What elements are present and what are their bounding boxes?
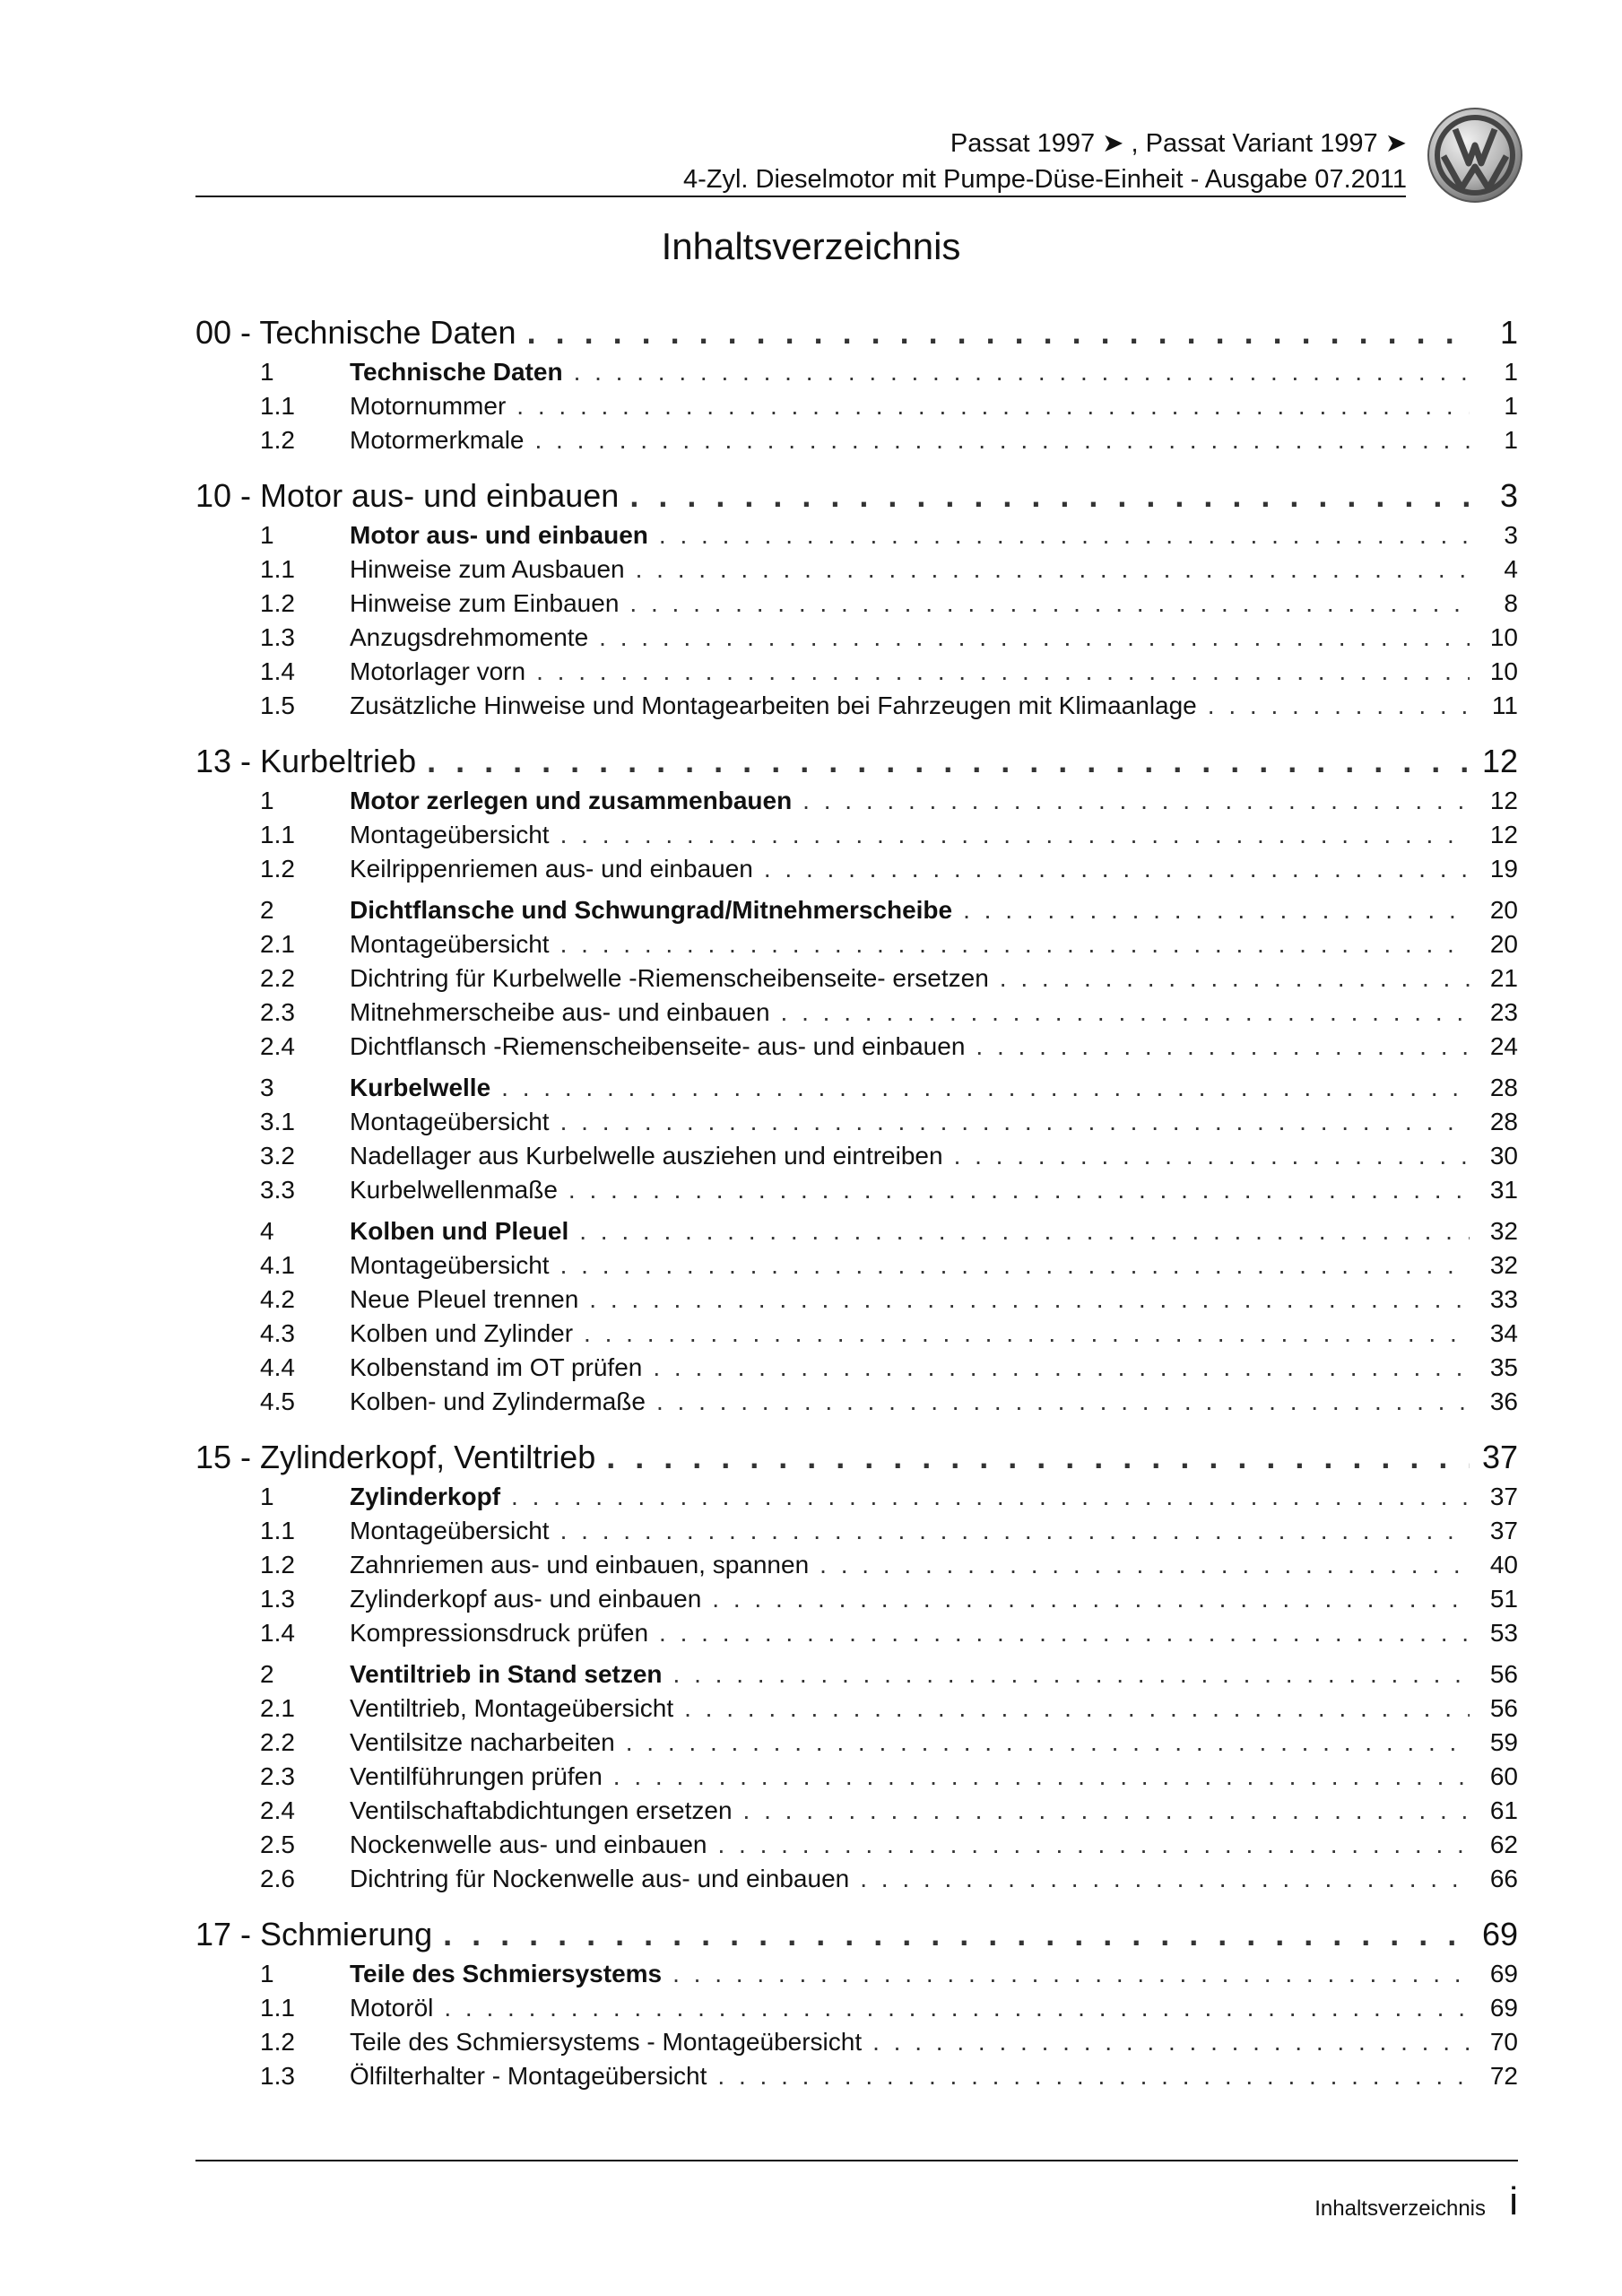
dot-leader: [629, 587, 1470, 621]
subsection-number: 4.2: [260, 1285, 295, 1313]
subsection-title: Anzugsdrehmomente: [350, 623, 589, 651]
subsection-entry[interactable]: [195, 1105, 1518, 1139]
page-number: 32: [1489, 1251, 1518, 1279]
dot-leader: [443, 1912, 1470, 1957]
subsection-number: 2.4: [260, 1796, 295, 1824]
dot-leader: [584, 1317, 1470, 1351]
subsection-title: Motorlager vorn: [350, 657, 526, 685]
page-number: 70: [1489, 2028, 1518, 2056]
section-title: Dichtflansche und Schwungrad/Mitnehmerscheibe: [350, 896, 953, 924]
page-number: 1: [1504, 392, 1518, 420]
page-number: 51: [1489, 1585, 1518, 1613]
section-number: 2: [260, 896, 274, 924]
section-title: Motor aus- und einbauen: [350, 521, 648, 549]
subsection-title: Teile des Schmiersystems - Montageübersicht: [350, 2028, 863, 2056]
page-number: 8: [1504, 589, 1518, 617]
subsection-entry[interactable]: [195, 1173, 1518, 1207]
page-number: 1: [1499, 314, 1518, 351]
page-number: 69: [1489, 1994, 1518, 2022]
dot-leader: [527, 310, 1470, 355]
subsection-title: Montageübersicht: [350, 1517, 550, 1544]
subsection-title: Dichtring für Nockenwelle aus- und einbauen: [350, 1865, 850, 1892]
subsection-number: 2.3: [260, 998, 295, 1026]
footer-label: Inhaltsverzeichnis: [1314, 2196, 1486, 2221]
dot-leader: [976, 1030, 1470, 1064]
subsection-number: 1.2: [260, 2028, 295, 2056]
subsection-entry[interactable]: [195, 961, 1518, 996]
page-number: 1: [1504, 358, 1518, 386]
page-number: 12: [1481, 743, 1518, 779]
page-number: 69: [1481, 1916, 1518, 1952]
chapter-title: 13 - Kurbeltrieb: [195, 743, 417, 779]
subsection-number: 2.4: [260, 1032, 295, 1060]
page-number: 37: [1489, 1483, 1518, 1510]
page-number: 40: [1489, 1551, 1518, 1578]
subsection-number: 4.3: [260, 1319, 295, 1347]
chapter-title: 15 - Zylinderkopf, Ventiltrieb: [195, 1439, 596, 1475]
subsection-title: Ventilsitze nacharbeiten: [350, 1728, 615, 1756]
subsection-entry[interactable]: [195, 2025, 1518, 2059]
dot-leader: [560, 927, 1470, 961]
subsection-number: 4.4: [260, 1353, 295, 1381]
subsection-title: Zylinderkopf aus- und einbauen: [350, 1585, 702, 1613]
page-number: 10: [1489, 657, 1518, 685]
subsection-entry[interactable]: [195, 1616, 1518, 1650]
dot-leader: [534, 423, 1470, 457]
dot-leader: [764, 852, 1470, 886]
subsection-entry[interactable]: [195, 927, 1518, 961]
subsection-number: 1.3: [260, 1585, 295, 1613]
subsection-number: 3.1: [260, 1108, 295, 1135]
subsection-title: Dichtring für Kurbelwelle -Riemenscheibenseite- ersetzen: [350, 964, 989, 992]
subsection-number: 1.1: [260, 821, 295, 848]
subsection-number: 1.5: [260, 691, 295, 719]
page-number: 56: [1489, 1694, 1518, 1722]
subsection-number: 4.5: [260, 1387, 295, 1415]
subsection-entry[interactable]: [195, 423, 1518, 457]
subsection-entry[interactable]: [195, 1385, 1518, 1419]
subsection-entry[interactable]: [195, 1794, 1518, 1828]
subsection-entry[interactable]: [195, 1991, 1518, 2025]
subsection-entry[interactable]: [195, 1283, 1518, 1317]
dot-leader: [560, 818, 1470, 852]
subsection-entry[interactable]: [195, 1582, 1518, 1616]
dot-leader: [613, 1760, 1470, 1794]
page-number: 21: [1489, 964, 1518, 992]
chapter-entry[interactable]: [195, 1435, 1518, 1480]
subsection-number: 3.3: [260, 1176, 295, 1204]
page-number: 34: [1489, 1319, 1518, 1347]
dot-leader: [599, 621, 1470, 655]
subsection-number: 1.1: [260, 1517, 295, 1544]
subsection-title: Motornummer: [350, 392, 507, 420]
subsection-entry[interactable]: [195, 1248, 1518, 1283]
subsection-title: Neue Pleuel trennen: [350, 1285, 579, 1313]
page-number: 31: [1489, 1176, 1518, 1204]
dot-leader: [673, 1657, 1470, 1692]
section-number: 1: [260, 1960, 274, 1987]
subsection-entry[interactable]: [195, 852, 1518, 886]
dot-leader: [1208, 689, 1470, 723]
subsection-number: 1.2: [260, 589, 295, 617]
page-number: 69: [1489, 1960, 1518, 1987]
footer-page-number: i: [1509, 2179, 1518, 2223]
header-vehicle-line: Passat 1997 ➤ , Passat Variant 1997 ➤: [950, 129, 1407, 158]
page-title: Inhaltsverzeichnis: [661, 225, 961, 267]
dot-leader: [444, 1991, 1470, 2025]
subsection-title: Hinweise zum Ausbauen: [350, 555, 625, 583]
subsection-number: 2.2: [260, 1728, 295, 1756]
subsection-number: 1.1: [260, 392, 295, 420]
page-number: 3: [1504, 521, 1518, 549]
subsection-number: 2.1: [260, 930, 295, 958]
section-title: Motor zerlegen und zusammenbauen: [350, 787, 793, 814]
section-entry[interactable]: [195, 1214, 1518, 1248]
section-number: 4: [260, 1217, 274, 1245]
section-title: Teile des Schmiersystems: [350, 1960, 663, 1987]
page-number: 60: [1489, 1762, 1518, 1790]
subsection-title: Montageübersicht: [350, 930, 550, 958]
page-number: 37: [1489, 1517, 1518, 1544]
subsection-entry[interactable]: [195, 2059, 1518, 2093]
dot-leader: [536, 655, 1470, 689]
subsection-number: 1.3: [260, 623, 295, 651]
page-number: 10: [1489, 623, 1518, 651]
dot-leader: [659, 1616, 1470, 1650]
dot-leader: [820, 1548, 1470, 1582]
section-title: Technische Daten: [350, 358, 563, 386]
page-number: 72: [1489, 2062, 1518, 2090]
section-entry[interactable]: [195, 1657, 1518, 1692]
section-entry[interactable]: [195, 355, 1518, 389]
subsection-number: 2.5: [260, 1831, 295, 1858]
subsection-title: Montageübersicht: [350, 1251, 550, 1279]
page-number: 20: [1489, 930, 1518, 958]
dot-leader: [560, 1514, 1470, 1548]
page-number: 4: [1504, 555, 1518, 583]
section-entry[interactable]: [195, 1480, 1518, 1514]
subsection-entry[interactable]: [195, 1139, 1518, 1173]
dot-leader: [684, 1692, 1470, 1726]
subsection-number: 1.1: [260, 555, 295, 583]
subsection-title: Mitnehmerscheibe aus- und einbauen: [350, 998, 770, 1026]
dot-leader: [427, 739, 1470, 784]
section-number: 1: [260, 358, 274, 386]
dot-leader: [568, 1173, 1470, 1207]
page-number: 36: [1489, 1387, 1518, 1415]
header-rule: [195, 196, 1406, 197]
dot-leader: [802, 784, 1470, 818]
page-number: 32: [1489, 1217, 1518, 1245]
subsection-entry[interactable]: [195, 1828, 1518, 1862]
subsection-entry[interactable]: [195, 621, 1518, 655]
subsection-entry[interactable]: [195, 1862, 1518, 1896]
dot-leader: [511, 1480, 1470, 1514]
dot-leader: [963, 893, 1470, 927]
page-number: 28: [1489, 1074, 1518, 1101]
dot-leader: [872, 2025, 1470, 2059]
subsection-number: 2.3: [260, 1762, 295, 1790]
footer-rule: [195, 2160, 1518, 2161]
dot-leader: [656, 1385, 1470, 1419]
subsection-title: Hinweise zum Einbauen: [350, 589, 620, 617]
section-entry[interactable]: [195, 518, 1518, 552]
dot-leader: [501, 1071, 1470, 1105]
page-number: 30: [1489, 1142, 1518, 1170]
subsection-title: Motoröl: [350, 1994, 434, 2022]
dot-leader: [860, 1862, 1470, 1896]
dot-leader: [718, 1828, 1470, 1862]
subsection-number: 1.2: [260, 426, 295, 454]
dot-leader: [659, 518, 1470, 552]
subsection-entry[interactable]: [195, 1030, 1518, 1064]
subsection-number: 4.1: [260, 1251, 295, 1279]
section-entry[interactable]: [195, 1071, 1518, 1105]
dot-leader: [672, 1957, 1470, 1991]
chapter-title: 17 - Schmierung: [195, 1916, 433, 1952]
subsection-number: 1.3: [260, 2062, 295, 2090]
subsection-entry[interactable]: [195, 996, 1518, 1030]
dot-leader: [781, 996, 1470, 1030]
page-number: 23: [1489, 998, 1518, 1026]
page-number: 33: [1489, 1285, 1518, 1313]
section-title: Ventiltrieb in Stand setzen: [350, 1660, 663, 1688]
subsection-number: 1.2: [260, 855, 295, 883]
subsection-number: 1.4: [260, 657, 295, 685]
dot-leader: [629, 474, 1470, 518]
vw-logo-icon: [1426, 106, 1524, 204]
subsection-title: Kurbelwellenmaße: [350, 1176, 558, 1204]
dot-leader: [626, 1726, 1470, 1760]
dot-leader: [1000, 961, 1470, 996]
section-entry[interactable]: [195, 893, 1518, 927]
chapter-entry[interactable]: [195, 739, 1518, 784]
dot-leader: [579, 1214, 1470, 1248]
dot-leader: [516, 389, 1470, 423]
subsection-title: Ventiltrieb, Montageübersicht: [350, 1694, 674, 1722]
chapter-title: 10 - Motor aus- und einbauen: [195, 477, 620, 514]
page-number: 66: [1489, 1865, 1518, 1892]
subsection-title: Zahnriemen aus- und einbauen, spannen: [350, 1551, 810, 1578]
subsection-number: 2.6: [260, 1865, 295, 1892]
page-number: 12: [1489, 787, 1518, 814]
page-number: 59: [1489, 1728, 1518, 1756]
section-title: Kolben und Pleuel: [350, 1217, 569, 1245]
section-entry[interactable]: [195, 1957, 1518, 1991]
dot-leader: [954, 1139, 1470, 1173]
table-of-contents: [195, 310, 1518, 2093]
page-number: 62: [1489, 1831, 1518, 1858]
subsection-title: Montageübersicht: [350, 821, 550, 848]
subsection-entry[interactable]: [195, 689, 1518, 723]
subsection-title: Ventilschaftabdichtungen ersetzen: [350, 1796, 733, 1824]
subsection-title: Keilrippenriemen aus- und einbauen: [350, 855, 753, 883]
section-number: 1: [260, 521, 274, 549]
subsection-title: Motormerkmale: [350, 426, 525, 454]
subsection-entry[interactable]: [195, 587, 1518, 621]
dot-leader: [712, 1582, 1470, 1616]
subsection-entry[interactable]: [195, 552, 1518, 587]
dot-leader: [560, 1105, 1470, 1139]
subsection-entry[interactable]: [195, 1351, 1518, 1385]
section-number: 1: [260, 1483, 274, 1510]
subsection-title: Kolbenstand im OT prüfen: [350, 1353, 643, 1381]
page-number: 20: [1489, 896, 1518, 924]
section-number: 1: [260, 787, 274, 814]
page-number: 56: [1489, 1660, 1518, 1688]
dot-leader: [653, 1351, 1470, 1385]
subsection-title: Montageübersicht: [350, 1108, 550, 1135]
page-number: 37: [1481, 1439, 1518, 1475]
subsection-number: 1.4: [260, 1619, 295, 1647]
subsection-number: 1.1: [260, 1994, 295, 2022]
header-engine-line: 4-Zyl. Dieselmotor mit Pumpe-Düse-Einheit - Ausgabe 07.2011: [682, 165, 1407, 194]
chapter-entry[interactable]: [195, 310, 1518, 355]
subsection-entry[interactable]: [195, 1760, 1518, 1794]
subsection-title: Kolben und Zylinder: [350, 1319, 574, 1347]
dot-leader: [717, 2059, 1470, 2093]
subsection-title: Nadellager aus Kurbelwelle ausziehen und eintreiben: [350, 1142, 943, 1170]
subsection-entry[interactable]: [195, 1548, 1518, 1582]
section-entry[interactable]: [195, 784, 1518, 818]
dot-leader: [560, 1248, 1470, 1283]
chapter-title: 00 - Technische Daten: [195, 314, 516, 351]
page-number: 1: [1504, 426, 1518, 454]
subsection-entry[interactable]: [195, 1726, 1518, 1760]
page-number: 53: [1489, 1619, 1518, 1647]
subsection-number: 2.2: [260, 964, 295, 992]
subsection-entry[interactable]: [195, 1317, 1518, 1351]
subsection-title: Dichtflansch -Riemenscheibenseite- aus- und einbauen: [350, 1032, 966, 1060]
dot-leader: [589, 1283, 1470, 1317]
chapter-entry[interactable]: [195, 1912, 1518, 1957]
subsection-title: Kompressionsdruck prüfen: [350, 1619, 649, 1647]
section-title: Kurbelwelle: [350, 1074, 491, 1101]
subsection-title: Ventilführungen prüfen: [350, 1762, 603, 1790]
dot-leader: [743, 1794, 1470, 1828]
page-number: 3: [1499, 477, 1518, 514]
dot-leader: [574, 355, 1470, 389]
subsection-title: Zusätzliche Hinweise und Montagearbeiten bei Fahrzeugen mit Klimaanlage: [350, 691, 1197, 719]
section-number: 2: [260, 1660, 274, 1688]
page-number: 24: [1489, 1032, 1518, 1060]
subsection-title: Kolben- und Zylindermaße: [350, 1387, 646, 1415]
section-title: Zylinderkopf: [350, 1483, 501, 1510]
page-number: 19: [1489, 855, 1518, 883]
subsection-title: Ölfilterhalter - Montageübersicht: [350, 2062, 707, 2090]
subsection-number: 3.2: [260, 1142, 295, 1170]
dot-leader: [636, 552, 1470, 587]
page-number: 28: [1489, 1108, 1518, 1135]
subsection-number: 1.2: [260, 1551, 295, 1578]
subsection-entry[interactable]: [195, 1692, 1518, 1726]
dot-leader: [606, 1435, 1470, 1480]
page-number: 61: [1489, 1796, 1518, 1824]
subsection-entry[interactable]: [195, 1514, 1518, 1548]
page-number: 12: [1489, 821, 1518, 848]
page-number: 11: [1491, 691, 1518, 719]
subsection-entry[interactable]: [195, 389, 1518, 423]
chapter-entry[interactable]: [195, 474, 1518, 518]
subsection-title: Nockenwelle aus- und einbauen: [350, 1831, 707, 1858]
subsection-entry[interactable]: [195, 655, 1518, 689]
page-number: 35: [1489, 1353, 1518, 1381]
section-number: 3: [260, 1074, 274, 1101]
subsection-number: 2.1: [260, 1694, 295, 1722]
subsection-entry[interactable]: [195, 818, 1518, 852]
